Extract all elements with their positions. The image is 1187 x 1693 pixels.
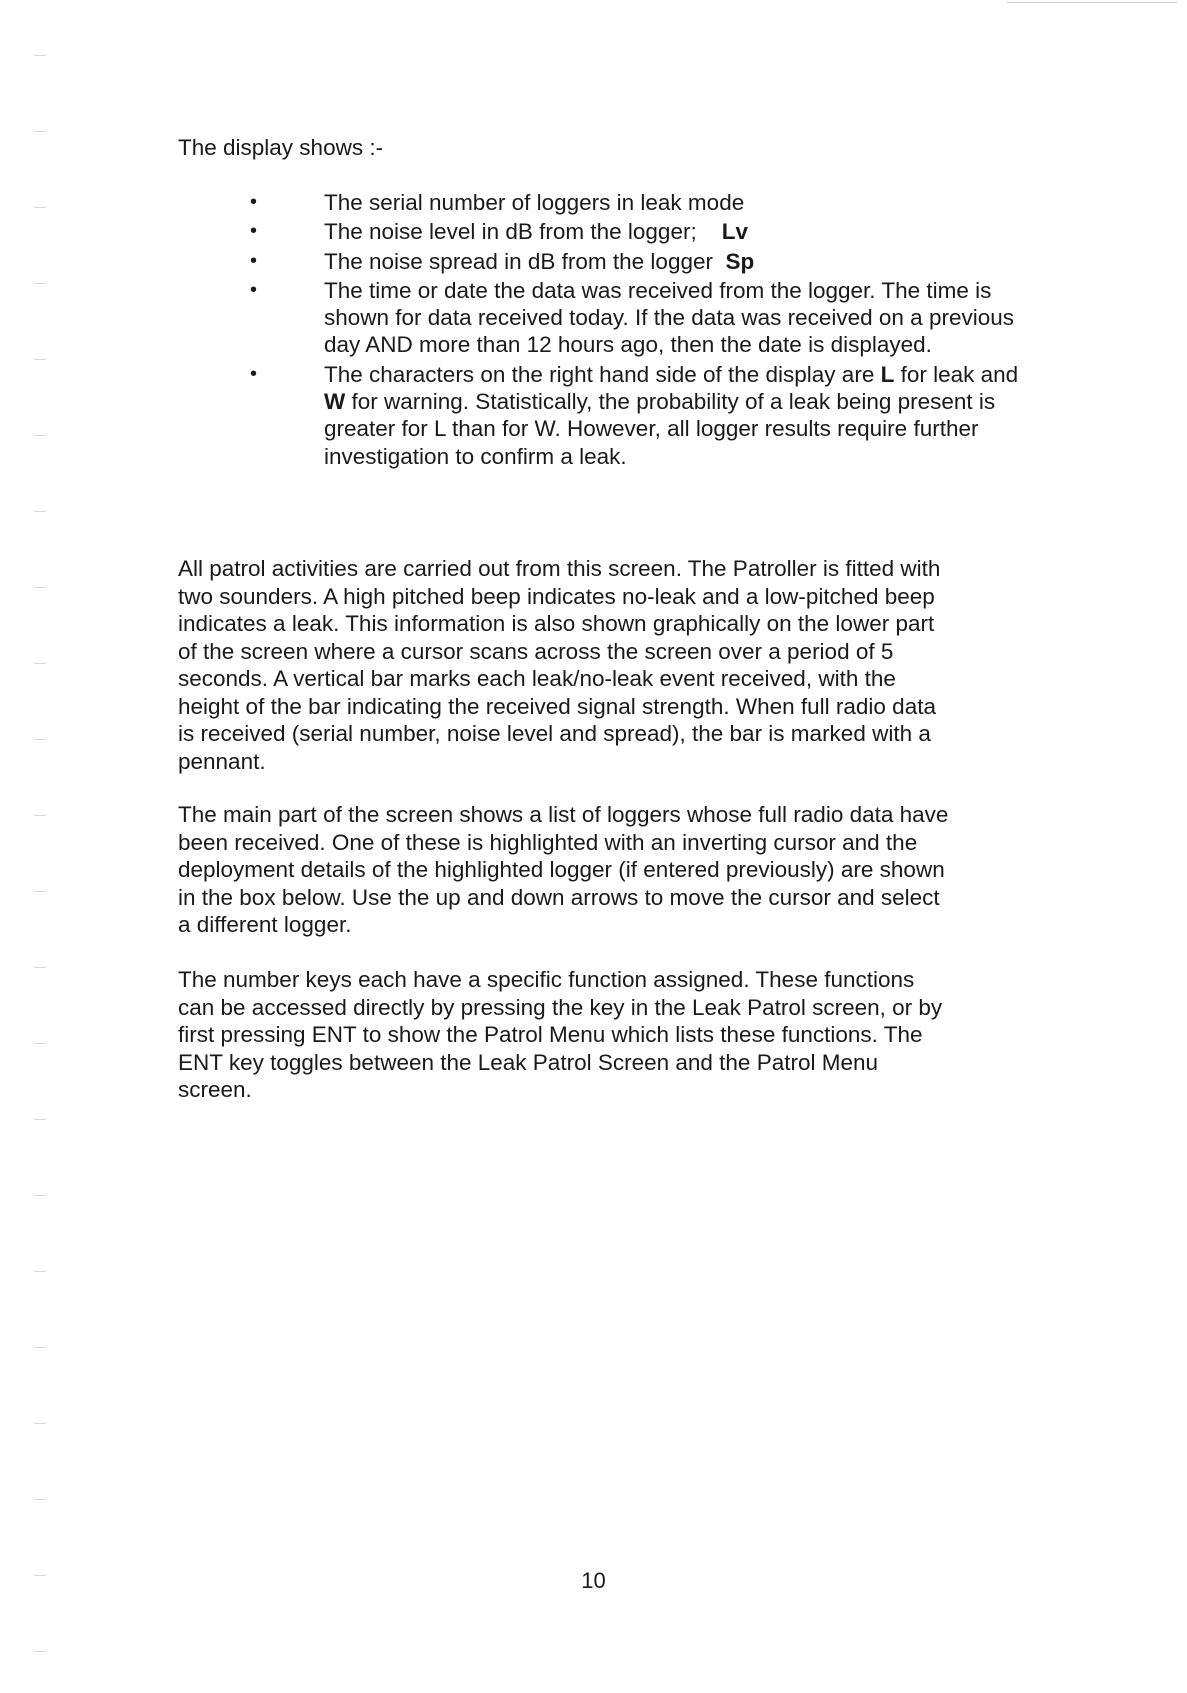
bullet-item [178, 361, 1038, 470]
bullet-list [178, 189, 1038, 472]
scan-mark [34, 1195, 46, 1196]
scan-mark [34, 891, 46, 892]
scan-mark [34, 1347, 46, 1348]
bullet-dot-icon: • [250, 278, 258, 301]
paragraph-text: All patrol activities are carried out from this screen. The Patroller is fitted with two sounders. A high pitched beep indicates no-leak and a low-pitched beep indicates a leak. This information is also shown graphically on the lower part of the screen where a cursor scans across the screen over a period of 5 seconds. A vertical bar marks each leak/no-leak event received, with the height of the bar indicating the received signal strength. When full radio data is received (serial number, noise level and spread), the bar is marked with a pennant. [178, 556, 941, 774]
scan-mark [34, 283, 46, 284]
bullet-dot-icon: • [250, 249, 258, 272]
scan-mark [34, 587, 46, 588]
scan-mark [34, 511, 46, 512]
scan-mark [34, 1119, 46, 1120]
bullet-dot-icon: • [250, 362, 258, 385]
bullet-text-rich: The characters on the right hand side of the display are L for leak and W for warning. Statistically, the probability of a leak being present is greater for L than for W. However, all logger results require further investigation to confirm a leak. [324, 361, 1019, 469]
scan-mark [34, 815, 46, 816]
scan-mark [34, 207, 46, 208]
paragraph-text: The main part of the screen shows a list of loggers whose full radio data have been received. One of these is highlighted with an inverting cursor and the deployment details of the highlighted logger (if entered previously) are shown in the box below. Use the up and down arrows to move the cursor and select a different logger. [178, 802, 949, 937]
bullet-text: The serial number of loggers in leak mode [324, 190, 745, 215]
scan-mark [34, 967, 46, 968]
scan-mark [34, 739, 46, 740]
scan-mark [34, 55, 46, 56]
page-number: 10 [581, 1568, 606, 1593]
paragraph [178, 966, 1038, 1104]
scan-mark [34, 1271, 46, 1272]
scan-mark [34, 1499, 46, 1500]
bullet-dot-icon: • [250, 191, 258, 213]
scan-mark [34, 1651, 46, 1652]
scan-mark [34, 1575, 46, 1576]
bullet-item [178, 218, 1038, 245]
intro-text: The display shows :- [178, 135, 384, 160]
bullet-tail: Sp [725, 248, 755, 274]
bullet-tail: Lv [721, 219, 748, 245]
scan-mark [34, 663, 46, 664]
bullet-text: The noise level in dB from the logger; [324, 219, 722, 245]
paragraph [178, 555, 1038, 775]
paragraph-text: The number keys each have a specific function assigned. These functions can be accessed directly by pressing the key in the Leak Patrol screen, or by first pressing ENT to show the Patrol Menu which lists these functions. The ENT key toggles between the Leak Patrol Screen and the Patrol Menu screen. [178, 967, 943, 1102]
scan-edge-line [1007, 2, 1177, 3]
scan-mark [34, 435, 46, 436]
bullet-text: The noise spread in dB from the logger [324, 248, 726, 274]
scan-mark [34, 359, 46, 360]
bullet-text: The time or date the data was received from the logger. The time is shown for data received today. If the data was received on a previous day AND more than 12 hours ago, then the date is displayed. [324, 277, 1014, 358]
scan-mark [34, 1043, 46, 1044]
scan-mark [34, 1423, 46, 1424]
bullet-item [178, 189, 1038, 216]
bullet-dot-icon: • [250, 220, 258, 243]
bullet-item [178, 277, 1038, 359]
bullet-item [178, 248, 1038, 275]
scan-mark [34, 131, 46, 132]
paragraph [178, 801, 1038, 939]
